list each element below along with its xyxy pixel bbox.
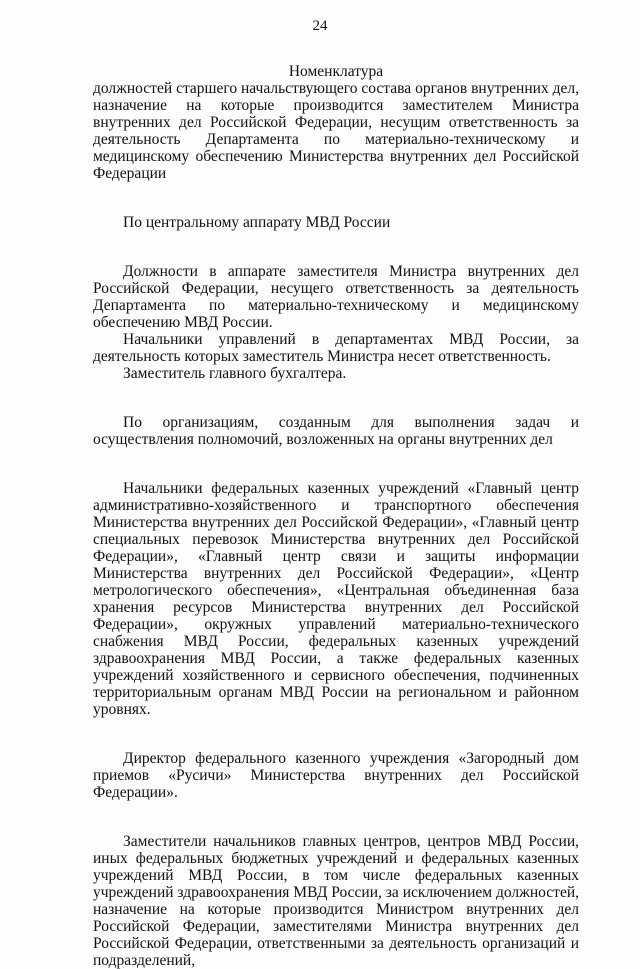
organizations-paragraph-1: Начальники федеральных казенных учреждений «Главный центр административно-хозяйственного и транспортного обеспечения Министерства внутренних дел Российской Федерации», «Главный центр специальных перевозок Министерства внутренних дел Российской Федерации», «Главный центр связи и защиты информации Министерства внутренних дел Российской Федерации», «Центр метрологического обеспечения», «Центральная объединенная база хранения ресурсов Министерства внутренних дел Российской Федерации», окружных управлений материально-технического снабжения МВД России, федеральных казенных учреждений здравоохранения МВД России, а также федеральных казенных учреждений хозяйственного и сервисного обеспечения, подчиненных территориальным органам МВД России на региональном и районном уровнях.	[93, 480, 579, 718]
organizations-paragraph-3: Заместители начальников главных центров, центров МВД России, иных федеральных бюджетных учреждений и федеральных казенных учреждений МВД России, в том числе федеральных казенных учреждений здравоохранения МВД России, за исключением должностей, назначение на которые производится Министром внутренних дел Российской Федерации, заместителями Министра внутренних дел Российской Федерации, ответственными за деятельность организаций и подразделений,	[93, 833, 579, 969]
central-paragraph-3: Заместитель главного бухгалтера.	[123, 365, 347, 382]
central-paragraph-2: Начальники управлений в департаментах МВД России, за деятельность которых заместитель Министра несет ответственность.	[93, 331, 579, 365]
section-heading-central: По центральному аппарату МВД России	[123, 214, 391, 231]
central-paragraph-1: Должности в аппарате заместителя Министра внутренних дел Российской Федерации, несущего ответственность за деятельность Департамента по материально-техническому и медицинскому обеспечению МВД России.	[93, 263, 579, 331]
document-subtitle: должностей старшего начальствующего состава органов внутренних дел, назначение на которые производится заместителем Министра внутренних дел Российской Федерации, несущим ответственность за деятельность Департамента по материально-техническому и медицинскому обеспечению Министерства внутренних дел Российской Федерации	[93, 80, 579, 182]
document-body	[93, 63, 579, 969]
organizations-paragraph-2: Директор федерального казенного учреждения «Загородный дом приемов «Русичи» Министерства внутренних дел Российской Федерации».	[93, 750, 579, 801]
section-heading-organizations: По организациям, созданным для выполнения задач и осуществления полномочий, возложенных на органы внутренних дел	[93, 414, 579, 448]
page-number: 24	[312, 18, 328, 34]
document-title: Номенклатура	[288, 63, 384, 80]
